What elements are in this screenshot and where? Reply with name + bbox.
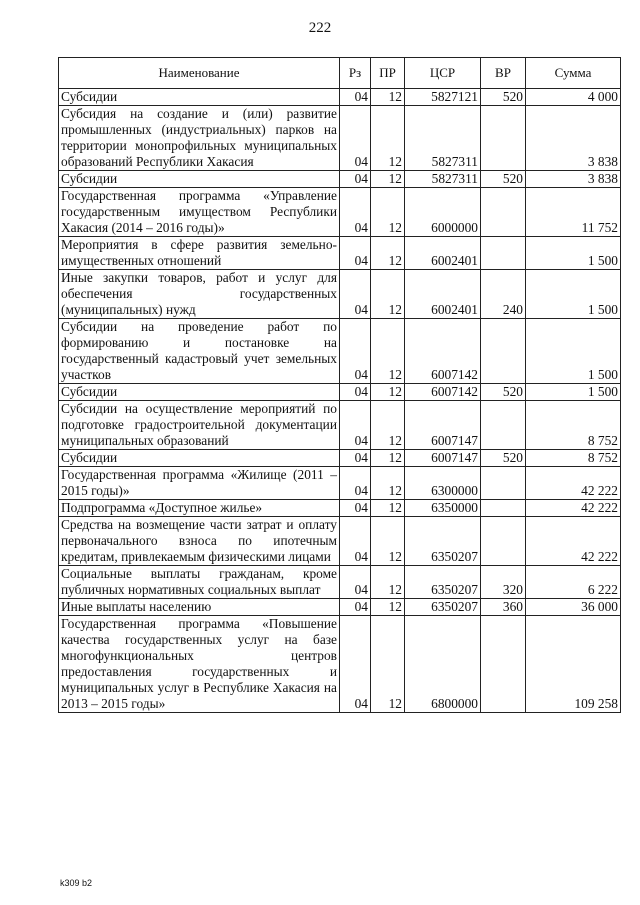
cell-vr: 520 bbox=[481, 384, 526, 401]
cell-name: Субсидии bbox=[59, 384, 340, 401]
cell-vr: 520 bbox=[481, 450, 526, 467]
cell-pr: 12 bbox=[371, 237, 405, 270]
page-number: 222 bbox=[308, 20, 332, 36]
cell-sum: 1 500 bbox=[526, 384, 621, 401]
table-row bbox=[59, 237, 621, 270]
cell-sum: 42 222 bbox=[526, 500, 621, 517]
cell-name: Государственная программа «Жилище (2011 – 2015 годы)» bbox=[59, 467, 340, 500]
cell-name: Средства на возмещение части затрат и оплату первоначального взноса по ипотечным кредитам, привлекаемым физическими лицами bbox=[59, 517, 340, 566]
cell-name: Мероприятия в сфере развития земельно-имущественных отношений bbox=[59, 237, 340, 270]
cell-csr: 5827121 bbox=[405, 89, 481, 106]
cell-name: Государственная программа «Управление государственным имуществом Республики Хакасия (2014 – 2016 годы)» bbox=[59, 188, 340, 237]
cell-pr: 12 bbox=[371, 270, 405, 319]
cell-name: Субсидии на осуществление мероприятий по подготовке градостроительной документации муниципальных образований bbox=[59, 401, 340, 450]
cell-sum: 4 000 bbox=[526, 89, 621, 106]
cell-name: Субсидии bbox=[59, 450, 340, 467]
cell-csr: 5827311 bbox=[405, 106, 481, 171]
cell-rz: 04 bbox=[340, 319, 371, 384]
header-pr: ПР bbox=[371, 58, 405, 89]
table-row bbox=[59, 384, 621, 401]
cell-rz: 04 bbox=[340, 616, 371, 713]
header-rz: Рз bbox=[340, 58, 371, 89]
cell-rz: 04 bbox=[340, 517, 371, 566]
table-row bbox=[59, 188, 621, 237]
cell-rz: 04 bbox=[340, 384, 371, 401]
cell-sum: 6 222 bbox=[526, 566, 621, 599]
cell-name: Субсидии на проведение работ по формированию и постановке на государственный кадастровый учет земельных участков bbox=[59, 319, 340, 384]
header-csr: ЦСР bbox=[405, 58, 481, 89]
cell-pr: 12 bbox=[371, 566, 405, 599]
cell-name: Государственная программа «Повышение качества государственных услуг на базе многофункциональных центров предоставления государственных и муниципальных услуг в Республике Хакасия на 2013 – 2015 годы» bbox=[59, 616, 340, 713]
cell-csr: 6350207 bbox=[405, 599, 481, 616]
cell-sum: 1 500 bbox=[526, 237, 621, 270]
cell-rz: 04 bbox=[340, 171, 371, 188]
cell-pr: 12 bbox=[371, 89, 405, 106]
cell-sum: 3 838 bbox=[526, 106, 621, 171]
cell-name: Иные закупки товаров, работ и услуг для обеспечения государственных (муниципальных) нужд bbox=[59, 270, 340, 319]
cell-vr bbox=[481, 319, 526, 384]
cell-rz: 04 bbox=[340, 106, 371, 171]
cell-sum: 3 838 bbox=[526, 171, 621, 188]
cell-csr: 6002401 bbox=[405, 270, 481, 319]
cell-csr: 6350207 bbox=[405, 517, 481, 566]
cell-csr: 6007147 bbox=[405, 401, 481, 450]
cell-vr: 520 bbox=[481, 171, 526, 188]
cell-pr: 12 bbox=[371, 188, 405, 237]
cell-rz: 04 bbox=[340, 237, 371, 270]
table-row bbox=[59, 566, 621, 599]
cell-vr: 320 bbox=[481, 566, 526, 599]
table-row bbox=[59, 467, 621, 500]
table-row bbox=[59, 401, 621, 450]
table-row bbox=[59, 270, 621, 319]
cell-vr bbox=[481, 188, 526, 237]
cell-pr: 12 bbox=[371, 500, 405, 517]
table-row bbox=[59, 599, 621, 616]
cell-sum: 8 752 bbox=[526, 450, 621, 467]
header-sum: Сумма bbox=[526, 58, 621, 89]
table-row bbox=[59, 319, 621, 384]
cell-sum: 36 000 bbox=[526, 599, 621, 616]
cell-pr: 12 bbox=[371, 450, 405, 467]
cell-vr: 520 bbox=[481, 89, 526, 106]
cell-csr: 6350207 bbox=[405, 566, 481, 599]
table-row bbox=[59, 171, 621, 188]
cell-rz: 04 bbox=[340, 89, 371, 106]
cell-csr: 6007147 bbox=[405, 450, 481, 467]
cell-rz: 04 bbox=[340, 401, 371, 450]
cell-vr bbox=[481, 517, 526, 566]
cell-rz: 04 bbox=[340, 500, 371, 517]
cell-pr: 12 bbox=[371, 517, 405, 566]
cell-rz: 04 bbox=[340, 270, 371, 319]
table-header-row bbox=[59, 58, 621, 89]
footer-code: k309 b2 bbox=[60, 878, 93, 888]
cell-pr: 12 bbox=[371, 401, 405, 450]
cell-vr bbox=[481, 401, 526, 450]
cell-vr bbox=[481, 616, 526, 713]
header-vr: ВР bbox=[481, 58, 526, 89]
cell-pr: 12 bbox=[371, 106, 405, 171]
cell-sum: 8 752 bbox=[526, 401, 621, 450]
cell-vr: 360 bbox=[481, 599, 526, 616]
cell-pr: 12 bbox=[371, 599, 405, 616]
cell-csr: 6800000 bbox=[405, 616, 481, 713]
table-row bbox=[59, 517, 621, 566]
cell-sum: 11 752 bbox=[526, 188, 621, 237]
cell-vr bbox=[481, 467, 526, 500]
table-row bbox=[59, 106, 621, 171]
table-row bbox=[59, 500, 621, 517]
cell-csr: 6350000 bbox=[405, 500, 481, 517]
cell-rz: 04 bbox=[340, 450, 371, 467]
cell-name: Субсидии bbox=[59, 89, 340, 106]
cell-rz: 04 bbox=[340, 188, 371, 237]
cell-csr: 6300000 bbox=[405, 467, 481, 500]
cell-rz: 04 bbox=[340, 599, 371, 616]
cell-pr: 12 bbox=[371, 467, 405, 500]
table-row bbox=[59, 450, 621, 467]
cell-vr bbox=[481, 237, 526, 270]
cell-csr: 5827311 bbox=[405, 171, 481, 188]
cell-sum: 42 222 bbox=[526, 467, 621, 500]
cell-csr: 6007142 bbox=[405, 319, 481, 384]
cell-sum: 1 500 bbox=[526, 270, 621, 319]
cell-pr: 12 bbox=[371, 319, 405, 384]
cell-name: Субсидии bbox=[59, 171, 340, 188]
cell-vr bbox=[481, 106, 526, 171]
cell-pr: 12 bbox=[371, 384, 405, 401]
cell-rz: 04 bbox=[340, 467, 371, 500]
cell-sum: 1 500 bbox=[526, 319, 621, 384]
table-row bbox=[59, 89, 621, 106]
header-name: Наименование bbox=[59, 58, 340, 89]
cell-name: Иные выплаты населению bbox=[59, 599, 340, 616]
cell-name: Подпрограмма «Доступное жилье» bbox=[59, 500, 340, 517]
cell-vr: 240 bbox=[481, 270, 526, 319]
cell-pr: 12 bbox=[371, 616, 405, 713]
cell-name: Субсидия на создание и (или) развитие промышленных (индустриальных) парков на территории монопрофильных муниципальных образований Республики Хакасия bbox=[59, 106, 340, 171]
cell-vr bbox=[481, 500, 526, 517]
table-row bbox=[59, 616, 621, 713]
cell-csr: 6007142 bbox=[405, 384, 481, 401]
cell-rz: 04 bbox=[340, 566, 371, 599]
cell-name: Социальные выплаты гражданам, кроме публичных нормативных социальных выплат bbox=[59, 566, 340, 599]
cell-sum: 42 222 bbox=[526, 517, 621, 566]
cell-sum: 109 258 bbox=[526, 616, 621, 713]
cell-csr: 6000000 bbox=[405, 188, 481, 237]
cell-pr: 12 bbox=[371, 171, 405, 188]
cell-csr: 6002401 bbox=[405, 237, 481, 270]
budget-table bbox=[58, 57, 621, 713]
